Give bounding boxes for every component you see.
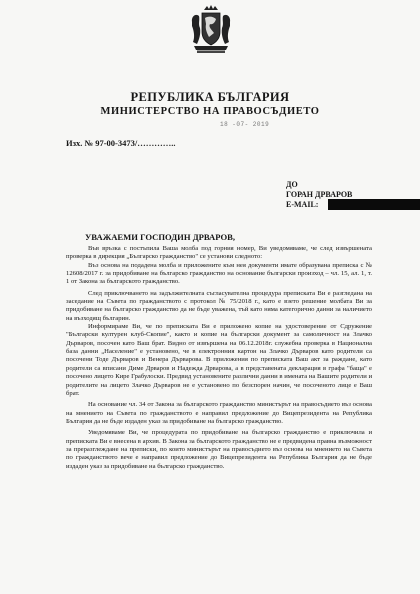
country-heading: РЕПУБЛИКА БЪЛГАРИЯ (130, 90, 290, 104)
ministry-heading: МИНИСТЕРСТВО НА ПРАВОСЪДИЕТО (100, 106, 320, 117)
paragraph: Информираме Ви, че по преписката Ви е приложено копие на удостоверение от Сдружение "Български културен клуб-Скопие", както и копие на български документ за самоличност на Злачко Дърваров, посочен като Ваш брат. Видно от извършена на 06.12.2018г. служебна проверка в Национална база данни „Население" е установено, че в електронния картон на Злачко Дърваров като родители са посочени Тоде Дърваров и Венера Дърварова. В приложения по преписката Ваш акт за раждане, като родители са вписани Диме Дрваров и Надежда Дрварова, а в представената декларация в графа "баща" е посочено лицето Кире Грабулоски. Предвид установените различни данни в имената на Вашите родители и родителите на лицето Злачко Дърваров не е установено по безспорен начин, че посоченото лице е Ваш брат. (66, 323, 372, 397)
paragraph: Във връзка с постъпила Ваша молба под горния номер, Ви уведомяваме, че след извършената проверка в дирекция „Българско гражданство" се установи следното: (66, 245, 372, 261)
paragraph: Уведомяваме Ви, че процедурата по придобиване на българско гражданство е приключила и преписката Ви е внесена в архив. В Закона за българското гражданство не е предвидена правна възможност за преразглеждане на преписки, по които министърът на правосъдието въз основа на мнението на Съвета по гражданството вече е направил предложение до Вицепрезидента на Република България да не бъде издаден указ за придобиване на българско гражданство. (66, 429, 372, 470)
recipient-email-label: E-MAIL: (286, 200, 319, 209)
salutation: УВАЖАЕМИ ГОСПОДИН ДРВАРОВ, (85, 232, 236, 242)
coat-of-arms-icon (188, 4, 234, 54)
redacted-email (328, 199, 420, 210)
paragraph: Въз основа на подадена молба и приложените към нея документи имате образувана преписка с № 12608/2017 г. за придобиване на българско гражданство на основание български произход – чл. 15, ал. 1, т. 1 от Закона за българското гражданство. (66, 261, 372, 286)
paragraph: След приключването на задължителната съгласувателна процедура преписката Ви е разгледана на заседание на Съвета по гражданството с протокол № 75/2018 г., като е взето решение молбата Ви за придобиване на българско гражданство да не бъде уважена, тъй като няма категорично данни за наличието на възходящ българин. (66, 289, 372, 322)
letter-body (66, 245, 372, 471)
recipient-name: ГОРАН ДРВАРОВ (286, 190, 353, 199)
paragraph: На основание чл. 34 от Закона за българското гражданство министърът на правосъдието въз основа на мнението на Съвета по гражданството е направил предложение до Вицепрезидента на Република България да не бъде издаден указ за придобиване на българско гражданство. (66, 401, 372, 425)
recipient-to: ДО (286, 180, 298, 189)
date-stamp: 18 -07- 2019 (220, 121, 270, 128)
reference-number: Изх. № 97-00-3473/………….. (66, 138, 176, 148)
